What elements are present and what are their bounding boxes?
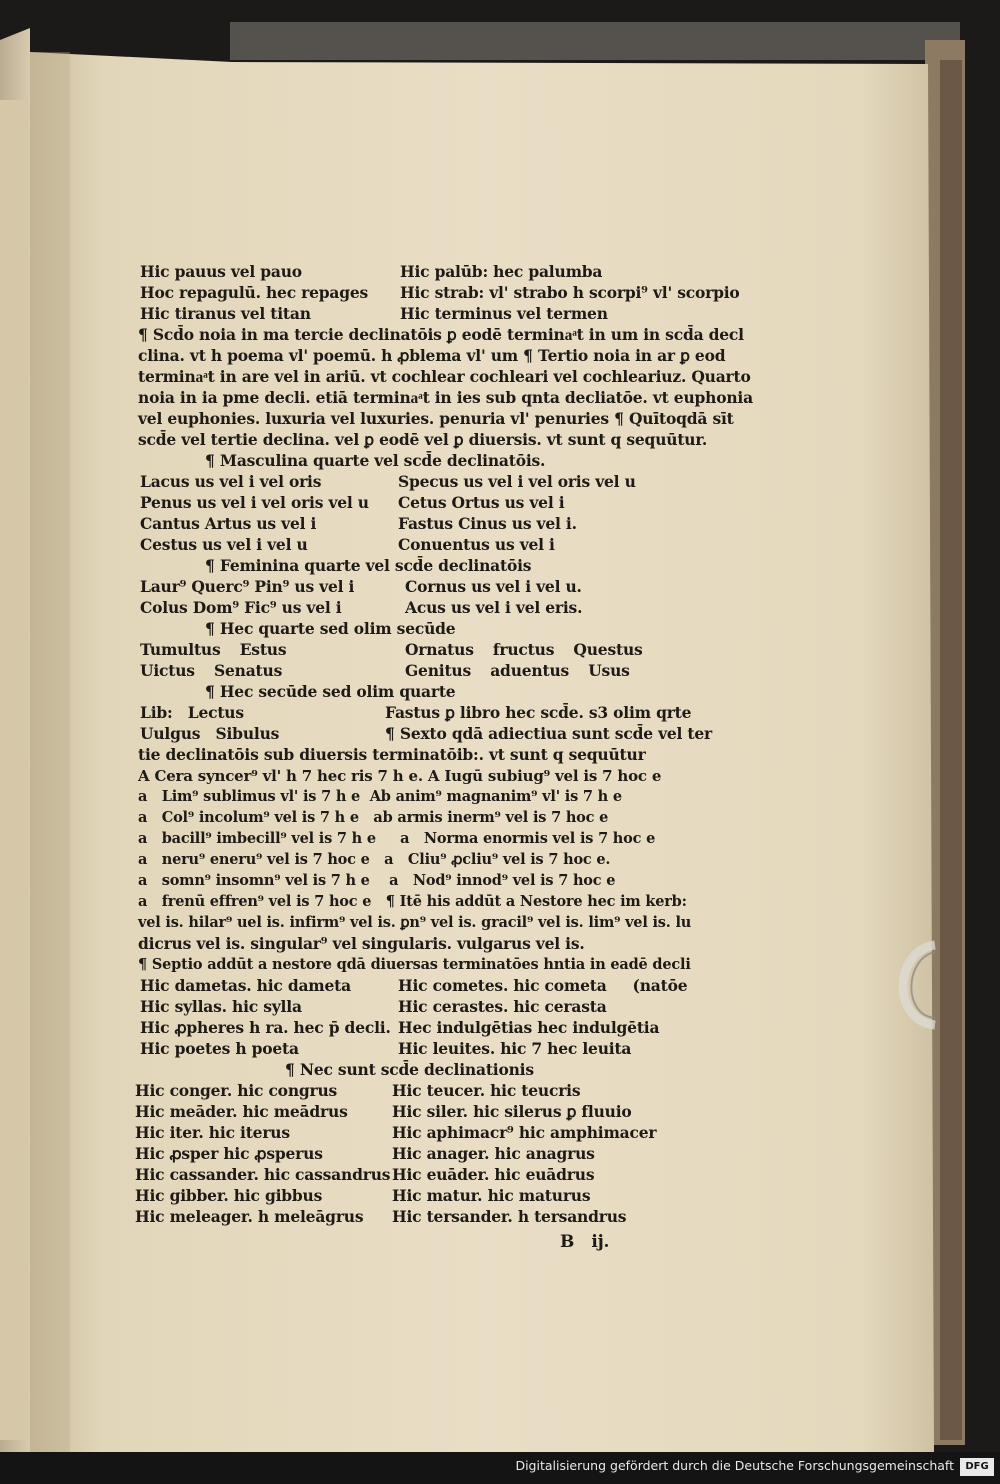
text-line: Uulgus Sibulus [140, 724, 280, 743]
text-line: a frenū effren⁹ vel is 7 hoc e ¶ Itē his addūt a Nestore hec im kerb: [138, 893, 687, 910]
text-line: Hoc repagulū. hec repages [140, 283, 369, 302]
text-line: Hic conger. hic congrus [135, 1081, 338, 1100]
text-line: Fastus ꝑ libro hec scd̄e. s3 olim qrte [385, 703, 692, 722]
text-line: Cestus us vel i vel u [140, 535, 308, 554]
text-line: Hic siler. hic silerus ꝑ fluuio [392, 1102, 632, 1121]
text-line: noia in ia pme decli. etiā terminaͣt in ies sub qnta decliatōe. vt euphonia [138, 388, 753, 407]
text-line: Hic syllas. hic sylla [140, 997, 302, 1016]
text-line: Fastus Cinus us vel i. [398, 514, 577, 533]
text-line: Hic dametas. hic dameta [140, 976, 351, 995]
text-line: Hic poetes h poeta [140, 1039, 299, 1058]
text-line: Hic cerastes. hic cerasta [398, 997, 607, 1016]
text-line: Hic iter. hic iterus [135, 1123, 290, 1142]
signature-mark: B ij. [560, 1232, 610, 1252]
text-line: ¶ Scd̄o noia in ma tercie declinatōis ꝑ eodē terminaͣt in um in scd̄a decl [138, 325, 744, 344]
text-line: Laur⁹ Querc⁹ Pin⁹ us vel i [140, 577, 355, 596]
digitization-footer [0, 1452, 1000, 1484]
text-line: Hic cometes. hic cometa (natōe [398, 976, 688, 995]
text-line: terminaͣt in are vel in ariū. vt cochlear cochleari vel cochleariuz. Quarto [138, 367, 751, 386]
text-line: Hic aphimacr⁹ hic amphimacer [392, 1123, 657, 1142]
text-line: Hic meāder. hic meādrus [135, 1102, 348, 1121]
text-line: Hic anager. hic anagrus [392, 1144, 595, 1163]
text-line: Cantus Artus us vel i [140, 514, 317, 533]
text-line: tie declinatōis sub diuersis terminatōib:. vt sunt q sequūtur [138, 745, 646, 764]
text-line: ¶ Septio addūt a nestore qdā diuersas terminatōes hntia in eadē decli [138, 956, 691, 973]
text-line: a neru⁹ eneru⁹ vel is 7 hoc e a Cliu⁹ ꝓcliu⁹ vel is 7 hoc e. [138, 851, 611, 868]
text-line: Hic teucer. hic teucris [392, 1081, 581, 1100]
text-line: Hic meleager. h meleāgrus [135, 1207, 364, 1226]
text-line: Hic tiranus vel titan [140, 304, 311, 323]
text-line: Conuentus us vel i [398, 535, 555, 554]
text-line: Specus us vel i vel oris vel u [398, 472, 636, 491]
text-line: Ornatus fructus Questus [405, 640, 643, 659]
text-line: Cornus us vel i vel u. [405, 577, 582, 596]
text-line: Uictus Senatus [140, 661, 283, 680]
text-line: ¶ Sexto qdā adiectiua sunt scd̄e vel ter [385, 724, 713, 743]
text-line: a bacill⁹ imbecill⁹ vel is 7 h e a Norma enormis vel is 7 hoc e [138, 830, 656, 847]
text-line: Genitus aduentus Usus [405, 661, 630, 680]
section-heading: ¶ Nec sunt scd̄e declinationis [285, 1060, 534, 1079]
text-line: A Cera syncer⁹ vl' h 7 hec ris 7 h e. A Iugū subiug⁹ vel is 7 hoc e [138, 767, 662, 785]
text-line: Lacus us vel i vel oris [140, 472, 322, 491]
text-line: Penus us vel i vel oris vel u [140, 493, 369, 512]
section-heading: ¶ Hec secūde sed olim quarte [205, 682, 456, 701]
text-line: Hic pauus vel pauo [140, 262, 302, 281]
text-line: Hic cassander. hic cassandrus [135, 1165, 391, 1184]
text-line: Hic ꝓsper hic ꝓsperus [135, 1144, 323, 1163]
text-line: dicrus vel is. singular⁹ vel singularis. vulgarus vel is. [138, 934, 585, 953]
text-line: Colus Dom⁹ Fic⁹ us vel i [140, 598, 342, 617]
text-line: Hic ꝓpheres h ra. hec p̄ decli. [140, 1018, 391, 1037]
text-line: Hic gibber. hic gibbus [135, 1186, 323, 1205]
text-line: Hic tersander. h tersandrus [392, 1207, 627, 1226]
text-line: Hic terminus vel termen [400, 304, 608, 323]
text-line: Hic leuites. hic 7 hec leuita [398, 1039, 632, 1058]
section-heading: ¶ Feminina quarte vel scd̄e declinatōis [205, 556, 532, 575]
text-line: Hec indulgētias hec indulgētia [398, 1018, 660, 1037]
text-line: vel euphonies. luxuria vel luxuries. penuria vl' penuries ¶ Quītoqdā sīt [138, 409, 734, 428]
section-heading: ¶ Masculina quarte vel scd̄e declinatōis. [205, 451, 546, 470]
text-line: Hic matur. hic maturus [392, 1186, 591, 1205]
text-line: Hic strab: vl' strabo h scorpi⁹ vl' scorpio [400, 283, 740, 302]
text-line: a Col⁹ incolum⁹ vel is 7 h e ab armis inerm⁹ vel is 7 hoc e [138, 809, 609, 826]
text-line: a somn⁹ insomn⁹ vel is 7 h e a Nod⁹ innod⁹ vel is 7 hoc e [138, 872, 616, 889]
text-line: Tumultus Estus [140, 640, 287, 659]
footer-credit: Digitalisierung gefördert durch die Deutsche Forschungsgemeinschaft [515, 1458, 954, 1473]
dfg-logo: DFG [960, 1458, 994, 1476]
text-line: Lib: Lectus [140, 703, 244, 722]
text-line: Hic palūb: hec palumba [400, 262, 603, 281]
text-line: Hic euāder. hic euādrus [392, 1165, 595, 1184]
text-line: vel is. hilar⁹ uel is. infirm⁹ vel is. ꝑn⁹ vel is. gracil⁹ vel is. lim⁹ vel is. lu [138, 914, 692, 931]
text-line: Acus us vel i vel eris. [405, 598, 583, 617]
section-heading: ¶ Hec quarte sed olim secūde [205, 619, 456, 638]
text-line: scd̄e vel tertie declina. vel ꝑ eodē vel ꝑ diuersis. vt sunt q sequūtur. [138, 430, 708, 449]
text-line: a Lim⁹ sublimus vl' is 7 h e Ab anim⁹ magnanim⁹ vl' is 7 h e [138, 788, 622, 805]
text-line: clina. vt h poema vl' poemū. h ꝓblema vl' um ¶ Tertio noia in ar ꝑ eod [138, 346, 726, 365]
text-line: Cetus Ortus us vel i [398, 493, 565, 512]
